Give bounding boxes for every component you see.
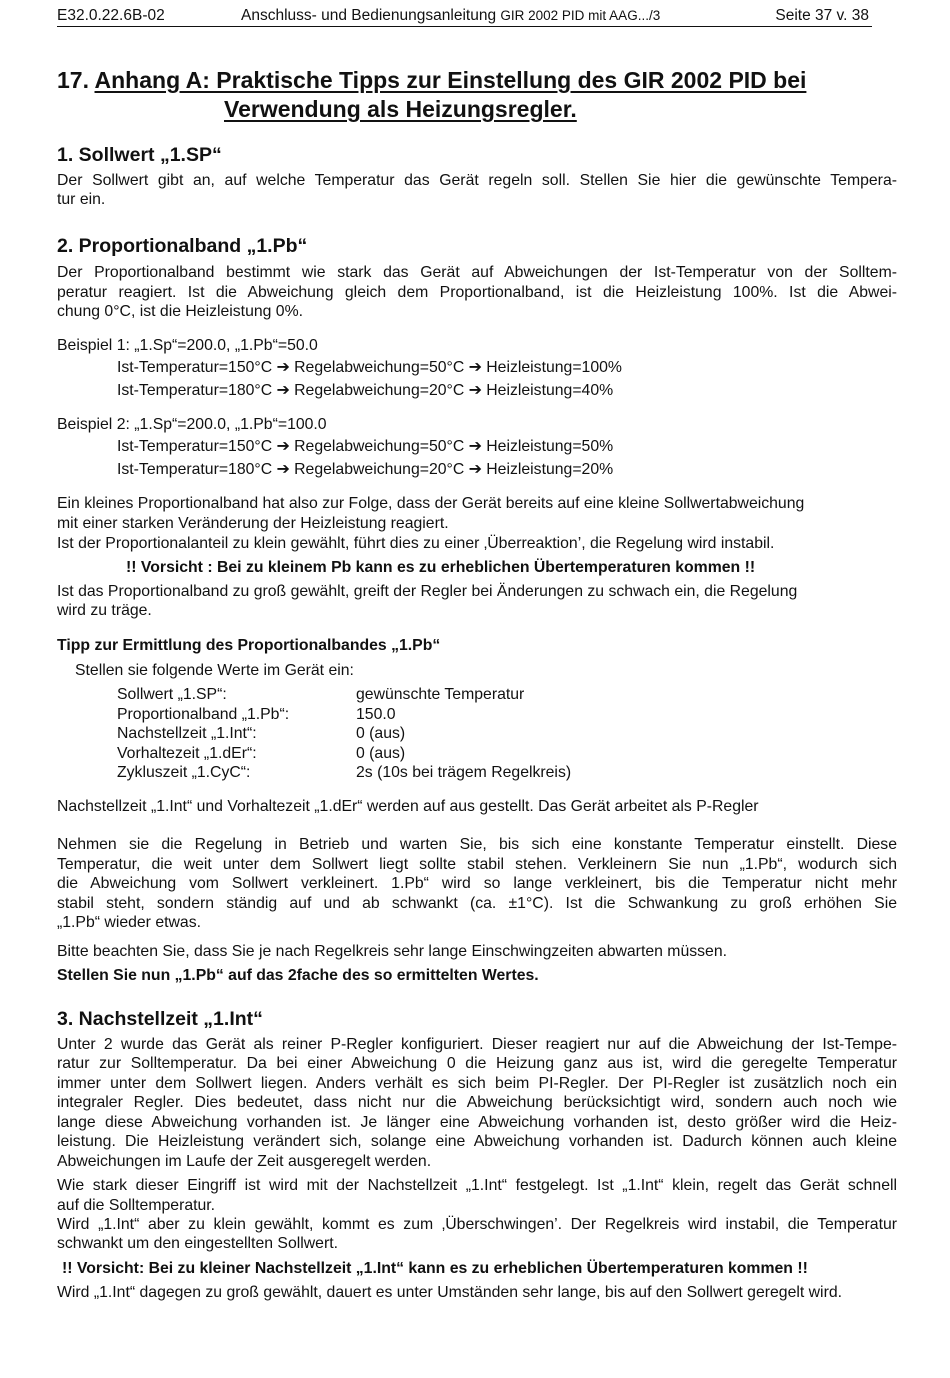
warning-text: !! Vorsicht : Bei zu kleinem Pb kann es zu erheblichen Übertemperaturen kommen !! xyxy=(126,559,756,576)
paragraph-line: tur ein. xyxy=(57,191,106,208)
section-heading-sollwert: 1. Sollwert „1.SP“ xyxy=(57,144,222,166)
setting-value: 0 (aus) xyxy=(356,725,406,742)
example-1-title: Beispiel 1: „1.Sp“=200.0, „1.Pb“=50.0 xyxy=(57,337,318,354)
doc-title-device: GIR 2002 PID mit AAG.../3 xyxy=(500,8,661,23)
setting-label: Proportionalband „1.Pb“: xyxy=(117,705,290,723)
paragraph-line: Bitte beachten Sie, dass Sie je nach Regelkreis sehr lange Einschwingzeiten abwarten müssen. xyxy=(57,943,727,960)
paragraph-line: Ist der Proportionalanteil zu klein gewählt, führt dies zu einer ‚Überreaktion’, die Regelung wird instabil. xyxy=(57,535,775,552)
instruction-bold: Stellen Sie nun „1.Pb“ auf das 2fache des so ermittelten Wertes. xyxy=(57,967,539,984)
paragraph-line: Ein kleines Proportionalband hat also zur Folge, dass der Gerät bereits auf eine kleine Sollwertabweichung xyxy=(57,495,805,512)
tip-intro: Stellen sie folgende Werte im Gerät ein: xyxy=(75,662,354,679)
doc-id: E32.0.22.6B-02 xyxy=(57,7,165,24)
example-2-row: Ist-Temperatur=150°C ➔ Regelabweichung=50°C ➔ Heizleistung=50% xyxy=(117,438,614,455)
doc-title-main: Anschluss- und Bedienungsanleitung xyxy=(241,7,501,24)
warning-text: !! Vorsicht: Bei zu kleiner Nachstellzeit „1.Int“ kann es zu erheblichen Übertemperaturen kommen !! xyxy=(62,1260,808,1277)
page-number: Seite 37 v. 38 xyxy=(775,7,869,24)
paragraph-line: stabil steht, sondern ständig auf und ab schwankt (ca. ±1°C). Ist die Schwankung zu groß erhöhen Sie xyxy=(57,895,897,912)
paragraph-line: leistung. Die Heizleistung verändert sich, solange eine Abweichung vorhanden ist. Dadurch können auch kleine xyxy=(57,1133,897,1150)
section-heading-nachstellzeit: 3. Nachstellzeit „1.Int“ xyxy=(57,1008,263,1030)
setting-value: 0 (aus) xyxy=(356,744,406,762)
paragraph-line: lange diese Abweichung vorhanden ist. Je länger eine Abweichung vorhanden ist, desto größer wird die Heiz- xyxy=(57,1114,897,1131)
paragraph-line: Der Proportionalband bestimmt wie stark das Gerät auf Abweichungen der Ist-Temperatur von der Solltem- xyxy=(57,264,897,281)
setting-label: Vorhaltezeit „1.dEr“: xyxy=(117,744,257,762)
chapter-number: 17. xyxy=(57,67,95,93)
chapter-title-line2: Verwendung als Heizungsregler. xyxy=(224,96,577,122)
paragraph-line: mit einer starken Veränderung der Heizleistung reagiert. xyxy=(57,515,449,532)
paragraph-line: peratur reagiert. Ist die Abweichung gleich dem Proportionalband, ist die Heizleistung 100%. Ist die Abwei- xyxy=(57,284,897,301)
paragraph-line: Der Sollwert gibt an, auf welche Temperatur das Gerät regeln soll. Stellen Sie hier die gewünschte Tempera- xyxy=(57,172,897,189)
paragraph-line: immer unter dem Sollwert liegen. Anders verhält es sich beim PI-Regler. Der PI-Regler ist zusätzlich noch ein xyxy=(57,1075,897,1092)
paragraph-line: „1.Pb“ wieder etwas. xyxy=(57,914,201,931)
section-heading-proportionalband: 2. Proportionalband „1.Pb“ xyxy=(57,235,308,257)
paragraph-line: Wie stark dieser Eingriff ist wird mit der Nachstellzeit „1.Int“ festgelegt. Ist „1.Int“ klein, regelt das Gerät schnell xyxy=(57,1177,897,1194)
example-1-row: Ist-Temperatur=150°C ➔ Regelabweichung=50°C ➔ Heizleistung=100% xyxy=(117,359,622,376)
paragraph-line: Wird „1.Int“ dagegen zu groß gewählt, dauert es unter Umständen sehr lange, bis auf den Sollwert geregelt wird. xyxy=(57,1284,843,1301)
setting-value: gewünschte Temperatur xyxy=(356,686,525,703)
paragraph-line: Abweichungen im Laufe der Zeit ausgeregelt werden. xyxy=(57,1153,432,1170)
paragraph-line: die Abweichung vom Sollwert verkleinert. 1.Pb“ wird so lange verkleinert, bis die Temperatur nicht mehr xyxy=(57,875,897,892)
setting-value: 150.0 xyxy=(356,705,396,723)
page-header xyxy=(57,6,872,27)
setting-label: Nachstellzeit „1.Int“: xyxy=(117,725,257,742)
paragraph-line: Unter 2 wurde das Gerät als reiner P-Regler konfiguriert. Dieser reagiert nur auf die Abweichung der Ist-Tempe- xyxy=(57,1036,897,1053)
paragraph-line: integraler Regler. Dies bedeutet, dass nicht nur die Abweichung berücksichtigt wird, sondern auch noch wie xyxy=(57,1094,897,1111)
paragraph-line: auf die Solltemperatur. xyxy=(57,1197,216,1214)
example-1-row: Ist-Temperatur=180°C ➔ Regelabweichung=20°C ➔ Heizleistung=40% xyxy=(117,382,614,399)
setting-label: Sollwert „1.SP“: xyxy=(117,686,227,703)
paragraph-line: Temperatur, die weit unter dem Sollwert liegt sollte stabil stehen. Verkleinern Sie nun „1.Pb“, wodurch sich xyxy=(57,856,897,873)
paragraph-line: Ist das Proportionalband zu groß gewählt, greift der Regler bei Änderungen zu schwach ein, die Regelung xyxy=(57,583,798,600)
paragraph-line: ratur zur Solltemperatur. Da bei einer Abweichung 0 die Heizung ganz aus ist, wird die geregelte Temperatur xyxy=(57,1055,897,1072)
example-2-title: Beispiel 2: „1.Sp“=200.0, „1.Pb“=100.0 xyxy=(57,416,327,433)
paragraph-line: chung 0°C, ist die Heizleistung 0%. xyxy=(57,303,304,320)
chapter-title-text: Anhang A: Praktische Tipps zur Einstellung des GIR 2002 PID bei xyxy=(94,67,807,93)
doc-title xyxy=(241,6,660,26)
setting-value: 2s (10s bei trägem Regelkreis) xyxy=(356,764,572,781)
example-2-row: Ist-Temperatur=180°C ➔ Regelabweichung=20°C ➔ Heizleistung=20% xyxy=(117,461,614,478)
chapter-title-line1 xyxy=(57,66,806,95)
paragraph-line: schwankt um den eingestellten Sollwert. xyxy=(57,1235,338,1252)
paragraph-line: Nehmen sie die Regelung in Betrieb und warten Sie, bis sich eine konstante Temperatur einstellt. Diese xyxy=(57,836,897,853)
tip-heading: Tipp zur Ermittlung des Proportionalbandes „1.Pb“ xyxy=(57,637,441,654)
paragraph-line: Wird „1.Int“ aber zu klein gewählt, kommt es zum ‚Überschwingen’. Der Regelkreis wird instabil, die Temperatur xyxy=(57,1216,897,1233)
paragraph-line: wird zu träge. xyxy=(57,602,152,619)
setting-label: Zykluszeit „1.CyC“: xyxy=(117,764,251,781)
p-regler-note: Nachstellzeit „1.Int“ und Vorhaltezeit „1.dEr“ werden auf aus gestellt. Das Gerät arbeitet als P-Regler xyxy=(57,798,759,815)
